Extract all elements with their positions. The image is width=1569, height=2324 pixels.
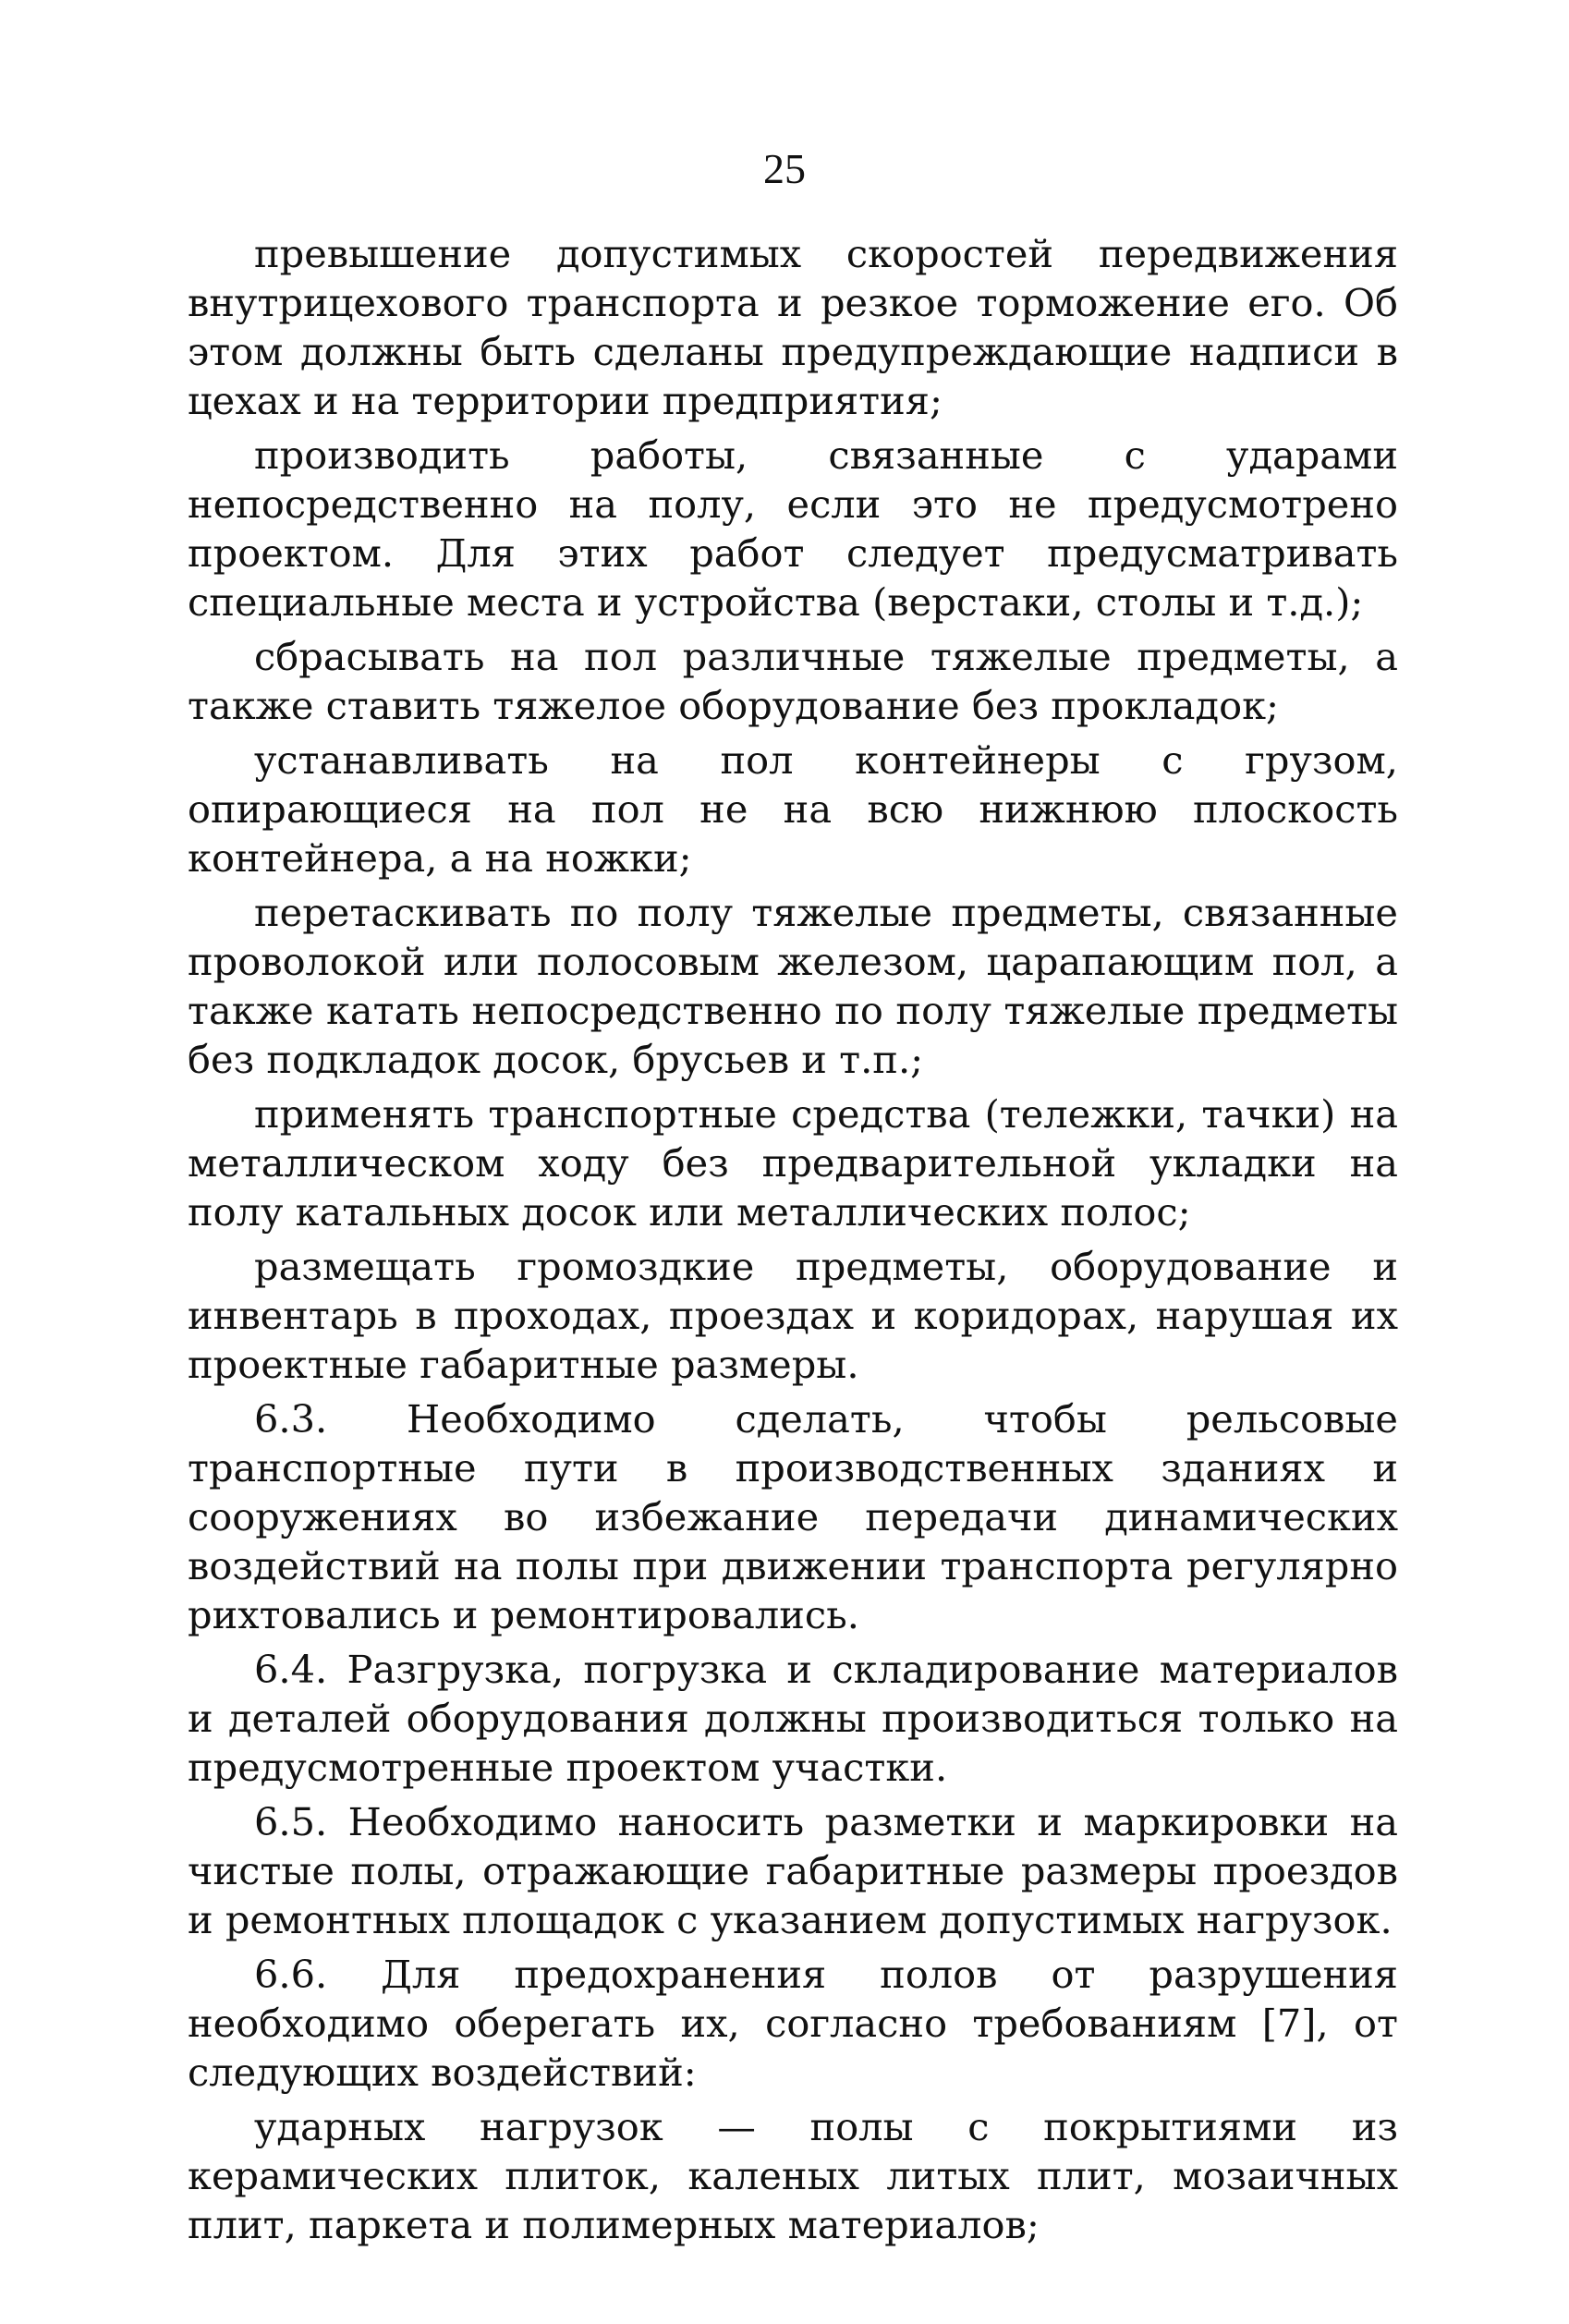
paragraph: 6.5. Необходимо наносить разметки и маркировки на чистые полы, отражающие габаритные размеры проездов и ремонтных площадок с указанием допустимых нагрузок. bbox=[188, 1799, 1398, 1942]
paragraph: сбрасывать на пол различные тяжелые предметы, а также ставить тяжелое оборудование без прокладок; bbox=[188, 634, 1398, 728]
body-text bbox=[188, 229, 1398, 2255]
paragraph: 6.6. Для предохранения полов от разрушения необходимо оберегать их, согласно требованиям [7], от следующих воздействий: bbox=[188, 1952, 1398, 2095]
page-number: 25 bbox=[763, 145, 806, 192]
paragraph: перетаскивать по полу тяжелые предметы, связанные проволокой или полосовым железом, царапающим пол, а также катать непосредственно по полу тяжелые предметы без подкладок досок, брусьев и т.п.; bbox=[188, 890, 1398, 1082]
paragraph: ударных нагрузок — полы с покрытиями из керамических плиток, каленых литых плит, мозаичных плит, паркета и полимерных материалов; bbox=[188, 2104, 1398, 2247]
paragraph: 6.3. Необходимо сделать, чтобы рельсовые транспортные пути в производственных зданиях и сооружениях во избежание передачи динамических воздействий на полы при движении транспорта регулярно рихтовались и ремонтировались. bbox=[188, 1396, 1398, 1637]
paragraph: устанавливать на пол контейнеры с грузом, опирающиеся на пол не на всю нижнюю плоскость контейнера, а на ножки; bbox=[188, 737, 1398, 881]
paragraph: производить работы, связанные с ударами непосредственно на полу, если это не предусмотрено проектом. Для этих работ следует предусматривать специальные места и устройства (верстаки, столы и т.д.); bbox=[188, 432, 1398, 625]
paragraph: 6.4. Разгрузка, погрузка и складирование материалов и деталей оборудования должны производиться только на предусмотренные проектом участки. bbox=[188, 1647, 1398, 1790]
paragraph: применять транспортные средства (тележки, тачки) на металлическом ходу без предварительной укладки на полу катальных досок или металлических полос; bbox=[188, 1091, 1398, 1235]
paragraph: превышение допустимых скоростей передвижения внутрицехового транспорта и резкое торможение его. Об этом должны быть сделаны предупреждающие надписи в цехах и на территории предприятия; bbox=[188, 231, 1398, 423]
paragraph: размещать громоздкие предметы, оборудование и инвентарь в проходах, проездах и коридорах, нарушая их проектные габаритные размеры. bbox=[188, 1244, 1398, 1387]
